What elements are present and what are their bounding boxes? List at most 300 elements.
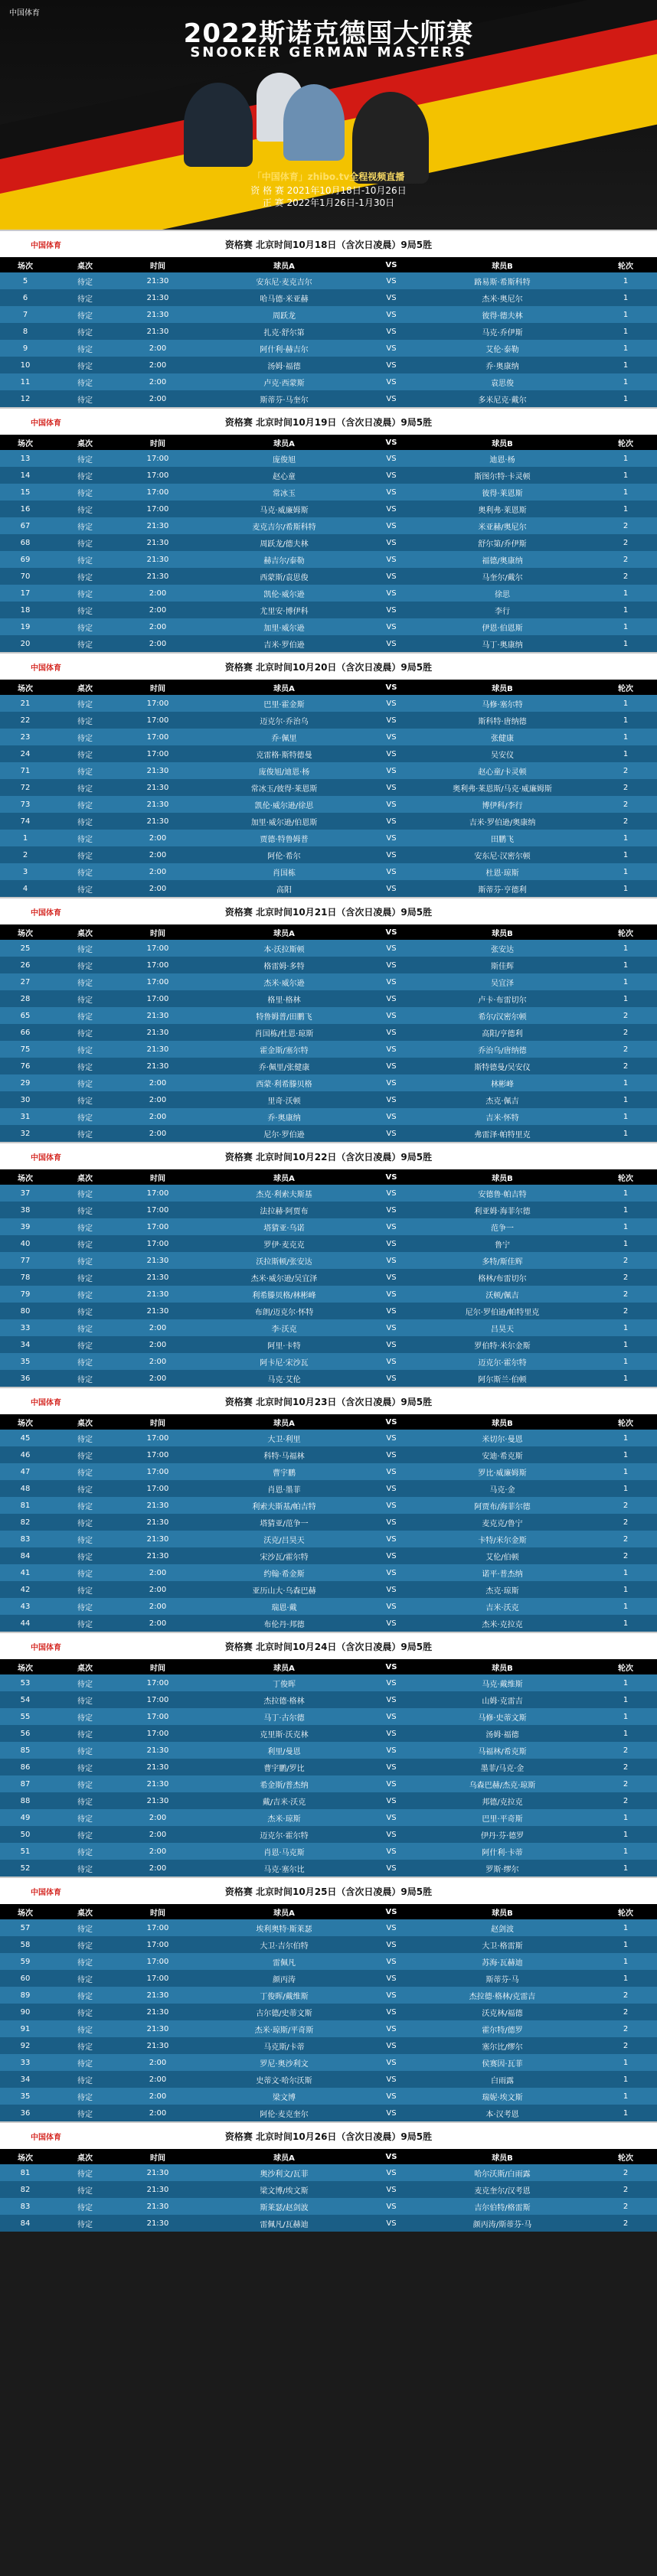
cell-match-no: 50 (20, 1830, 31, 1839)
cell-table-no: 待定 (77, 1063, 93, 1072)
column-header-round: 轮次 (618, 929, 633, 938)
cell-player-a: 高阳 (276, 885, 292, 895)
cell-vs: VS (386, 884, 397, 893)
cell-match-no: 69 (20, 555, 31, 564)
cell-table-no: 待定 (77, 1620, 93, 1629)
cell-player-a: 史蒂文·哈尔沃斯 (256, 2076, 312, 2085)
cell-table-no: 待定 (77, 801, 93, 810)
cell-vs: VS (386, 471, 397, 480)
cell-player-b: 格林/布雷切尔 (478, 1274, 527, 1283)
cell-time: 21:30 (146, 1762, 169, 1772)
cell-time: 21:30 (146, 327, 169, 336)
cell-player-a: 亚历山大·乌森巴赫 (252, 1586, 316, 1596)
cell-vs: VS (386, 310, 397, 319)
cell-vs: VS (386, 1746, 397, 1755)
cell-round: 1 (623, 1864, 629, 1873)
cell-player-b: 杰克·琼斯 (485, 1586, 519, 1596)
cell-round: 1 (623, 1340, 629, 1349)
table-row (0, 1252, 657, 1269)
column-header-match-no: 场次 (18, 2154, 33, 2163)
column-header-player-b: 球员B (492, 1664, 513, 1673)
cell-round: 1 (623, 850, 629, 859)
cell-table-no: 待定 (77, 1207, 93, 1216)
cell-time: 17:00 (146, 1712, 169, 1721)
cell-match-no: 72 (20, 783, 31, 792)
cell-time: 2:00 (149, 639, 167, 648)
column-header-time: 时间 (150, 929, 165, 938)
column-header-player-b: 球员B (492, 1419, 513, 1428)
cell-player-b: 乔治乌/唐纳德 (478, 1046, 527, 1055)
cell-time: 2:00 (149, 2108, 167, 2118)
column-header-player-a: 球员A (273, 2154, 295, 2163)
cell-round: 2 (623, 783, 629, 792)
cell-player-b: 斯科特·唐纳德 (478, 717, 527, 726)
cell-vs: VS (386, 1467, 397, 1476)
cell-match-no: 6 (22, 293, 28, 302)
section-title: 资格赛 北京时间10月21日（含次日凌晨）9局5胜 (224, 906, 433, 918)
cell-player-a: 沃克/吕昊天 (263, 1536, 305, 1545)
cell-time: 2:00 (149, 1847, 167, 1856)
cell-match-no: 56 (20, 1729, 31, 1738)
cell-player-b: 马福林/希克斯 (478, 1747, 527, 1756)
cell-player-b: 吉米·罗伯逊/奥康纳 (469, 818, 536, 827)
cell-vs: VS (386, 1813, 397, 1822)
cell-player-b: 马修·史蒂文斯 (478, 1714, 527, 1723)
cell-time: 2:00 (149, 850, 167, 859)
cell-time: 21:30 (146, 293, 169, 302)
cell-table-no: 待定 (77, 885, 93, 895)
cell-vs: VS (386, 1290, 397, 1299)
cell-player-b: 彼得·莱恩斯 (482, 489, 523, 498)
cell-player-a: 瑞恩·戴 (271, 1603, 297, 1612)
cell-player-a: 利希滕贝格/林彬峰 (252, 1291, 316, 1300)
cell-table-no: 待定 (77, 818, 93, 827)
cell-time: 17:00 (146, 994, 169, 1003)
cell-player-a: 布朗/迈克尔·怀特 (254, 1308, 314, 1317)
cell-table-no: 待定 (77, 1781, 93, 1790)
table-row (0, 1691, 657, 1708)
cell-vs: VS (386, 1433, 397, 1443)
cell-player-a: 乔·佩里 (271, 734, 297, 743)
cell-time: 21:30 (146, 1991, 169, 2000)
cell-player-b: 杜恩·琼斯 (485, 869, 519, 878)
cell-match-no: 39 (20, 1222, 31, 1231)
cell-round: 1 (623, 1112, 629, 1121)
cell-table-no: 待定 (77, 945, 93, 954)
cell-time: 21:30 (146, 572, 169, 581)
column-header-time: 时间 (150, 1909, 165, 1918)
cell-vs: VS (386, 2041, 397, 2050)
cell-player-b: 利亚姆·海菲尔德 (474, 1207, 531, 1216)
cell-player-a: 杰米·威尔逊/吴宜泽 (250, 1274, 318, 1283)
cell-vs: VS (386, 1602, 397, 1611)
cell-time: 17:00 (146, 1678, 169, 1687)
cell-table-no: 待定 (77, 1080, 93, 1089)
cell-player-a: 尤里安·博伊科 (260, 607, 309, 616)
column-header-row (0, 435, 657, 450)
cell-vs: VS (386, 1357, 397, 1366)
cell-table-no: 待定 (77, 1536, 93, 1545)
column-header-table-no: 桌次 (77, 262, 93, 271)
table-row (0, 1446, 657, 1463)
table-row (0, 1775, 657, 1792)
cell-player-a: 庞俊旭/迪恩·杨 (258, 768, 310, 777)
cell-match-no: 73 (20, 800, 31, 809)
cell-table-no: 待定 (77, 768, 93, 777)
schedule-section (0, 1877, 657, 2121)
cell-time: 17:00 (146, 977, 169, 986)
cell-table-no: 待定 (77, 751, 93, 760)
cell-player-b: 艾伦·泰勒 (485, 345, 519, 354)
cell-round: 1 (623, 1974, 629, 1983)
cell-table-no: 待定 (77, 717, 93, 726)
section-title: 资格赛 北京时间10月25日（含次日凌晨）9局5胜 (224, 1886, 433, 1897)
cell-player-a: 杰米·威尔逊 (263, 979, 305, 988)
table-row (0, 551, 657, 568)
cell-time: 21:30 (146, 1011, 169, 1020)
cell-time: 2:00 (149, 394, 167, 403)
table-row (0, 1269, 657, 1286)
column-header-round: 轮次 (618, 439, 633, 448)
cell-time: 21:30 (146, 1045, 169, 1054)
cell-match-no: 44 (20, 1619, 31, 1628)
column-header-player-a: 球员A (273, 1664, 295, 1673)
cell-table-no: 待定 (77, 1553, 93, 1562)
cell-player-a: 肖恩·墨菲 (267, 1485, 301, 1495)
cell-time: 17:00 (146, 1222, 169, 1231)
cell-player-a: 哈马德·米亚赫 (260, 295, 309, 304)
column-header-round: 轮次 (618, 684, 633, 693)
cell-table-no: 待定 (77, 2026, 93, 2035)
cell-round: 2 (623, 1991, 629, 2000)
cell-table-no: 待定 (77, 852, 93, 861)
cell-player-a: 赫吉尔/泰勒 (263, 556, 305, 566)
table-row (0, 1463, 657, 1480)
cell-match-no: 57 (20, 1923, 31, 1932)
cell-player-b: 颜丙涛/斯蒂芬·马 (472, 2220, 532, 2229)
cell-player-b: 卡特/米尔金斯 (478, 1536, 527, 1545)
cell-player-b: 伊恩·伯恩斯 (482, 624, 523, 633)
cell-table-no: 待定 (77, 2059, 93, 2069)
cell-table-no: 待定 (77, 1452, 93, 1461)
cell-player-b: 山姆·克雷吉 (482, 1697, 523, 1706)
cell-round: 1 (623, 1205, 629, 1215)
cell-round: 1 (623, 1830, 629, 1839)
cell-round: 1 (623, 327, 629, 336)
column-header-match-no: 场次 (18, 1909, 33, 1918)
cell-player-a: 迈克尔·乔治乌 (260, 717, 309, 726)
cell-match-no: 36 (20, 1374, 31, 1383)
cell-round: 1 (623, 1585, 629, 1594)
cell-match-no: 91 (20, 2024, 31, 2033)
schedule-section (0, 1632, 657, 1877)
cell-player-b: 沃顿/佩吉 (485, 1291, 519, 1300)
cell-table-no: 待定 (77, 1325, 93, 1334)
cell-vs: VS (386, 732, 397, 742)
cell-time: 21:30 (146, 1551, 169, 1560)
cell-round: 2 (623, 538, 629, 547)
cell-vs: VS (386, 1374, 397, 1383)
cell-table-no: 待定 (77, 1925, 93, 1934)
cell-player-a: 斯蒂芬·马奎尔 (260, 396, 309, 405)
cell-table-no: 待定 (77, 2009, 93, 2018)
cell-table-no: 待定 (77, 2076, 93, 2085)
cell-round: 1 (623, 1602, 629, 1611)
section-header (0, 1877, 657, 1904)
cell-vs: VS (386, 1484, 397, 1493)
cell-player-a: 阿里·卡特 (267, 1342, 301, 1351)
cell-table-no: 待定 (77, 1764, 93, 1773)
cell-table-no: 待定 (77, 979, 93, 988)
cell-match-no: 87 (20, 1779, 31, 1789)
cell-player-a: 杰克·利索夫斯基 (256, 1190, 312, 1199)
cell-match-no: 55 (20, 1712, 31, 1721)
banner (0, 0, 657, 230)
column-header-time: 时间 (150, 439, 165, 448)
cell-round: 2 (623, 817, 629, 826)
cell-player-b: 吴安仪 (491, 751, 514, 760)
cell-player-b: 杰米·克拉克 (482, 1620, 523, 1629)
cell-player-b: 诺平·普杰纳 (482, 1570, 523, 1579)
cell-table-no: 待定 (77, 1519, 93, 1528)
cell-match-no: 82 (20, 1518, 31, 1527)
table-row (0, 1235, 657, 1252)
cell-time: 21:30 (146, 521, 169, 530)
column-header-row (0, 1414, 657, 1430)
brand-logo: 中国体育 (31, 1643, 61, 1652)
cell-player-a: 肖恩·马克斯 (263, 1848, 305, 1857)
column-header-vs: VS (385, 1172, 397, 1182)
cell-player-b: 安迪·希克斯 (482, 1452, 523, 1461)
table-row (0, 1353, 657, 1370)
schedule-section (0, 1142, 657, 1387)
column-header-player-b: 球员B (492, 1174, 513, 1183)
column-header-table-no: 桌次 (77, 1419, 93, 1428)
column-header-player-a: 球员A (273, 1174, 295, 1183)
table-row (0, 1024, 657, 1041)
table-row (0, 1336, 657, 1353)
cell-round: 1 (623, 884, 629, 893)
cell-time: 2:00 (149, 1864, 167, 1873)
column-header-time: 时间 (150, 1664, 165, 1673)
cell-match-no: 48 (20, 1484, 31, 1493)
cell-time: 21:30 (146, 2041, 169, 2050)
cell-vs: VS (386, 960, 397, 970)
cell-round: 1 (623, 1568, 629, 1577)
cell-time: 2:00 (149, 622, 167, 631)
cell-round: 1 (623, 1678, 629, 1687)
cell-round: 2 (623, 1501, 629, 1510)
column-header-match-no: 场次 (18, 1664, 33, 1673)
table-row (0, 1091, 657, 1108)
table-row (0, 289, 657, 306)
cell-player-b: 米亚赫/奥尼尔 (478, 523, 527, 532)
cell-round: 1 (623, 716, 629, 725)
cell-player-a: 格里·格林 (267, 996, 301, 1005)
cell-player-a: 科特·马福林 (263, 1452, 305, 1461)
cell-round: 1 (623, 360, 629, 370)
cell-player-a: 杰拉德·格林 (263, 1697, 305, 1706)
cell-time: 2:00 (149, 1374, 167, 1383)
section-title: 资格赛 北京时间10月19日（含次日凌晨）9局5胜 (224, 416, 433, 428)
table-row (0, 957, 657, 973)
cell-time: 21:30 (146, 2202, 169, 2211)
brand-logo: 中国体育 (31, 419, 61, 428)
cell-time: 21:30 (146, 1501, 169, 1510)
cell-match-no: 24 (20, 749, 31, 758)
table-row (0, 1185, 657, 1202)
cell-table-no: 待定 (77, 1435, 93, 1444)
cell-round: 1 (623, 293, 629, 302)
cell-vs: VS (386, 1205, 397, 1215)
table-row (0, 2215, 657, 2232)
cell-table-no: 待定 (77, 1603, 93, 1612)
cell-time: 21:30 (146, 1779, 169, 1789)
cell-round: 1 (623, 2075, 629, 2084)
cell-match-no: 83 (20, 1534, 31, 1544)
cell-round: 1 (623, 1923, 629, 1932)
cell-time: 17:00 (146, 1205, 169, 1215)
column-header-round: 轮次 (618, 1909, 633, 1918)
brand-logo: 中国体育 (31, 908, 61, 918)
cell-match-no: 84 (20, 2219, 31, 2228)
table-row (0, 1987, 657, 2004)
cell-match-no: 17 (20, 589, 31, 598)
cell-vs: VS (386, 377, 397, 386)
section-title: 资格赛 北京时间10月20日（含次日凌晨）9局5胜 (224, 661, 433, 673)
cell-table-no: 待定 (77, 1680, 93, 1689)
cell-match-no: 88 (20, 1796, 31, 1805)
cell-player-a: 克雷格·斯特德曼 (256, 751, 312, 760)
cell-time: 21:30 (146, 2185, 169, 2194)
table-row (0, 729, 657, 745)
cell-table-no: 待定 (77, 1485, 93, 1495)
cell-round: 1 (623, 1729, 629, 1738)
cell-time: 2:00 (149, 1095, 167, 1104)
column-header-row (0, 2149, 657, 2164)
column-header-round: 轮次 (618, 1664, 633, 1673)
cell-table-no: 待定 (77, 1992, 93, 2001)
schedule-section (0, 2121, 657, 2232)
cell-round: 1 (623, 749, 629, 758)
cell-round: 2 (623, 555, 629, 564)
cell-round: 1 (623, 2108, 629, 2118)
section-header (0, 407, 657, 435)
player-photo-2 (283, 84, 345, 161)
cell-match-no: 51 (20, 1847, 31, 1856)
section-title: 资格赛 北京时间10月22日（含次日凌晨）9局5胜 (224, 1151, 433, 1162)
cell-player-a: 马克·塞尔比 (263, 1865, 305, 1874)
cell-table-no: 待定 (77, 1375, 93, 1384)
cell-table-no: 待定 (77, 573, 93, 582)
cell-player-b: 马克·戴维斯 (482, 1680, 523, 1689)
column-header-vs: VS (385, 683, 397, 692)
table-row (0, 1497, 657, 1514)
cell-time: 2:00 (149, 1357, 167, 1366)
cell-match-no: 86 (20, 1762, 31, 1772)
cell-table-no: 待定 (77, 379, 93, 388)
cell-player-a: 凯伦·威尔逊 (263, 590, 305, 599)
cell-time: 21:30 (146, 783, 169, 792)
cell-player-b: 福德/奥康纳 (482, 556, 523, 566)
cell-player-a: 曹宇鹏/罗比 (263, 1764, 305, 1773)
cell-round: 2 (623, 1028, 629, 1037)
cell-round: 1 (623, 732, 629, 742)
table-row (0, 1564, 657, 1581)
cell-table-no: 待定 (77, 1190, 93, 1199)
cell-round: 2 (623, 1061, 629, 1071)
cell-table-no: 待定 (77, 362, 93, 371)
cell-table-no: 待定 (77, 328, 93, 337)
cell-match-no: 43 (20, 1602, 31, 1611)
cell-player-a: 埃利奥特·斯莱瑟 (256, 1925, 312, 1934)
column-header-vs: VS (385, 1417, 397, 1427)
cell-round: 2 (623, 1306, 629, 1316)
column-header-row (0, 1904, 657, 1919)
cell-vs: VS (386, 1189, 397, 1198)
table-row (0, 2054, 657, 2071)
cell-player-a: 马克斯/卡蒂 (263, 2043, 305, 2052)
cell-vs: VS (386, 1095, 397, 1104)
cell-round: 2 (623, 1762, 629, 1772)
cell-vs: VS (386, 2024, 397, 2033)
table-row (0, 1615, 657, 1632)
table-row (0, 2105, 657, 2121)
cell-player-b: 马克·金 (489, 1485, 515, 1495)
brand-logo: 中国体育 (31, 664, 61, 673)
cell-player-b: 本·汉考恩 (485, 2110, 519, 2119)
cell-vs: VS (386, 504, 397, 514)
cell-player-b: 迈克尔·霍尔特 (478, 1358, 527, 1368)
table-row (0, 1970, 657, 1987)
cell-vs: VS (386, 1940, 397, 1949)
cell-vs: VS (386, 1534, 397, 1544)
table-row (0, 813, 657, 830)
cell-table-no: 待定 (77, 311, 93, 321)
cell-match-no: 59 (20, 1957, 31, 1966)
cell-round: 1 (623, 1450, 629, 1459)
cell-match-no: 14 (20, 471, 31, 480)
cell-vs: VS (386, 1619, 397, 1628)
column-header-round: 轮次 (618, 262, 633, 271)
cell-player-a: 贾德·特鲁姆普 (260, 835, 309, 844)
cell-round: 2 (623, 2168, 629, 2177)
cell-time: 21:30 (146, 800, 169, 809)
table-row (0, 534, 657, 551)
cell-player-b: 哈尔沃斯/白雨露 (474, 2170, 531, 2179)
cell-vs: VS (386, 1239, 397, 1248)
cell-player-a: 凯伦·威尔逊/徐思 (254, 801, 314, 810)
cell-vs: VS (386, 639, 397, 648)
cell-match-no: 82 (20, 2185, 31, 2194)
cell-time: 2:00 (149, 1585, 167, 1594)
cell-round: 1 (623, 833, 629, 843)
cell-table-no: 待定 (77, 2110, 93, 2119)
cell-match-no: 46 (20, 1450, 31, 1459)
table-row (0, 1919, 657, 1936)
section-header (0, 1142, 657, 1169)
cell-round: 1 (623, 1078, 629, 1087)
cell-round: 1 (623, 1847, 629, 1856)
column-header-vs: VS (385, 2152, 397, 2161)
cell-time: 2:00 (149, 360, 167, 370)
cell-match-no: 67 (20, 521, 31, 530)
cell-time: 2:00 (149, 1619, 167, 1628)
column-header-player-a: 球员A (273, 1419, 295, 1428)
cell-match-no: 28 (20, 994, 31, 1003)
cell-player-b: 张健康 (491, 734, 514, 743)
cell-vs: VS (386, 1762, 397, 1772)
